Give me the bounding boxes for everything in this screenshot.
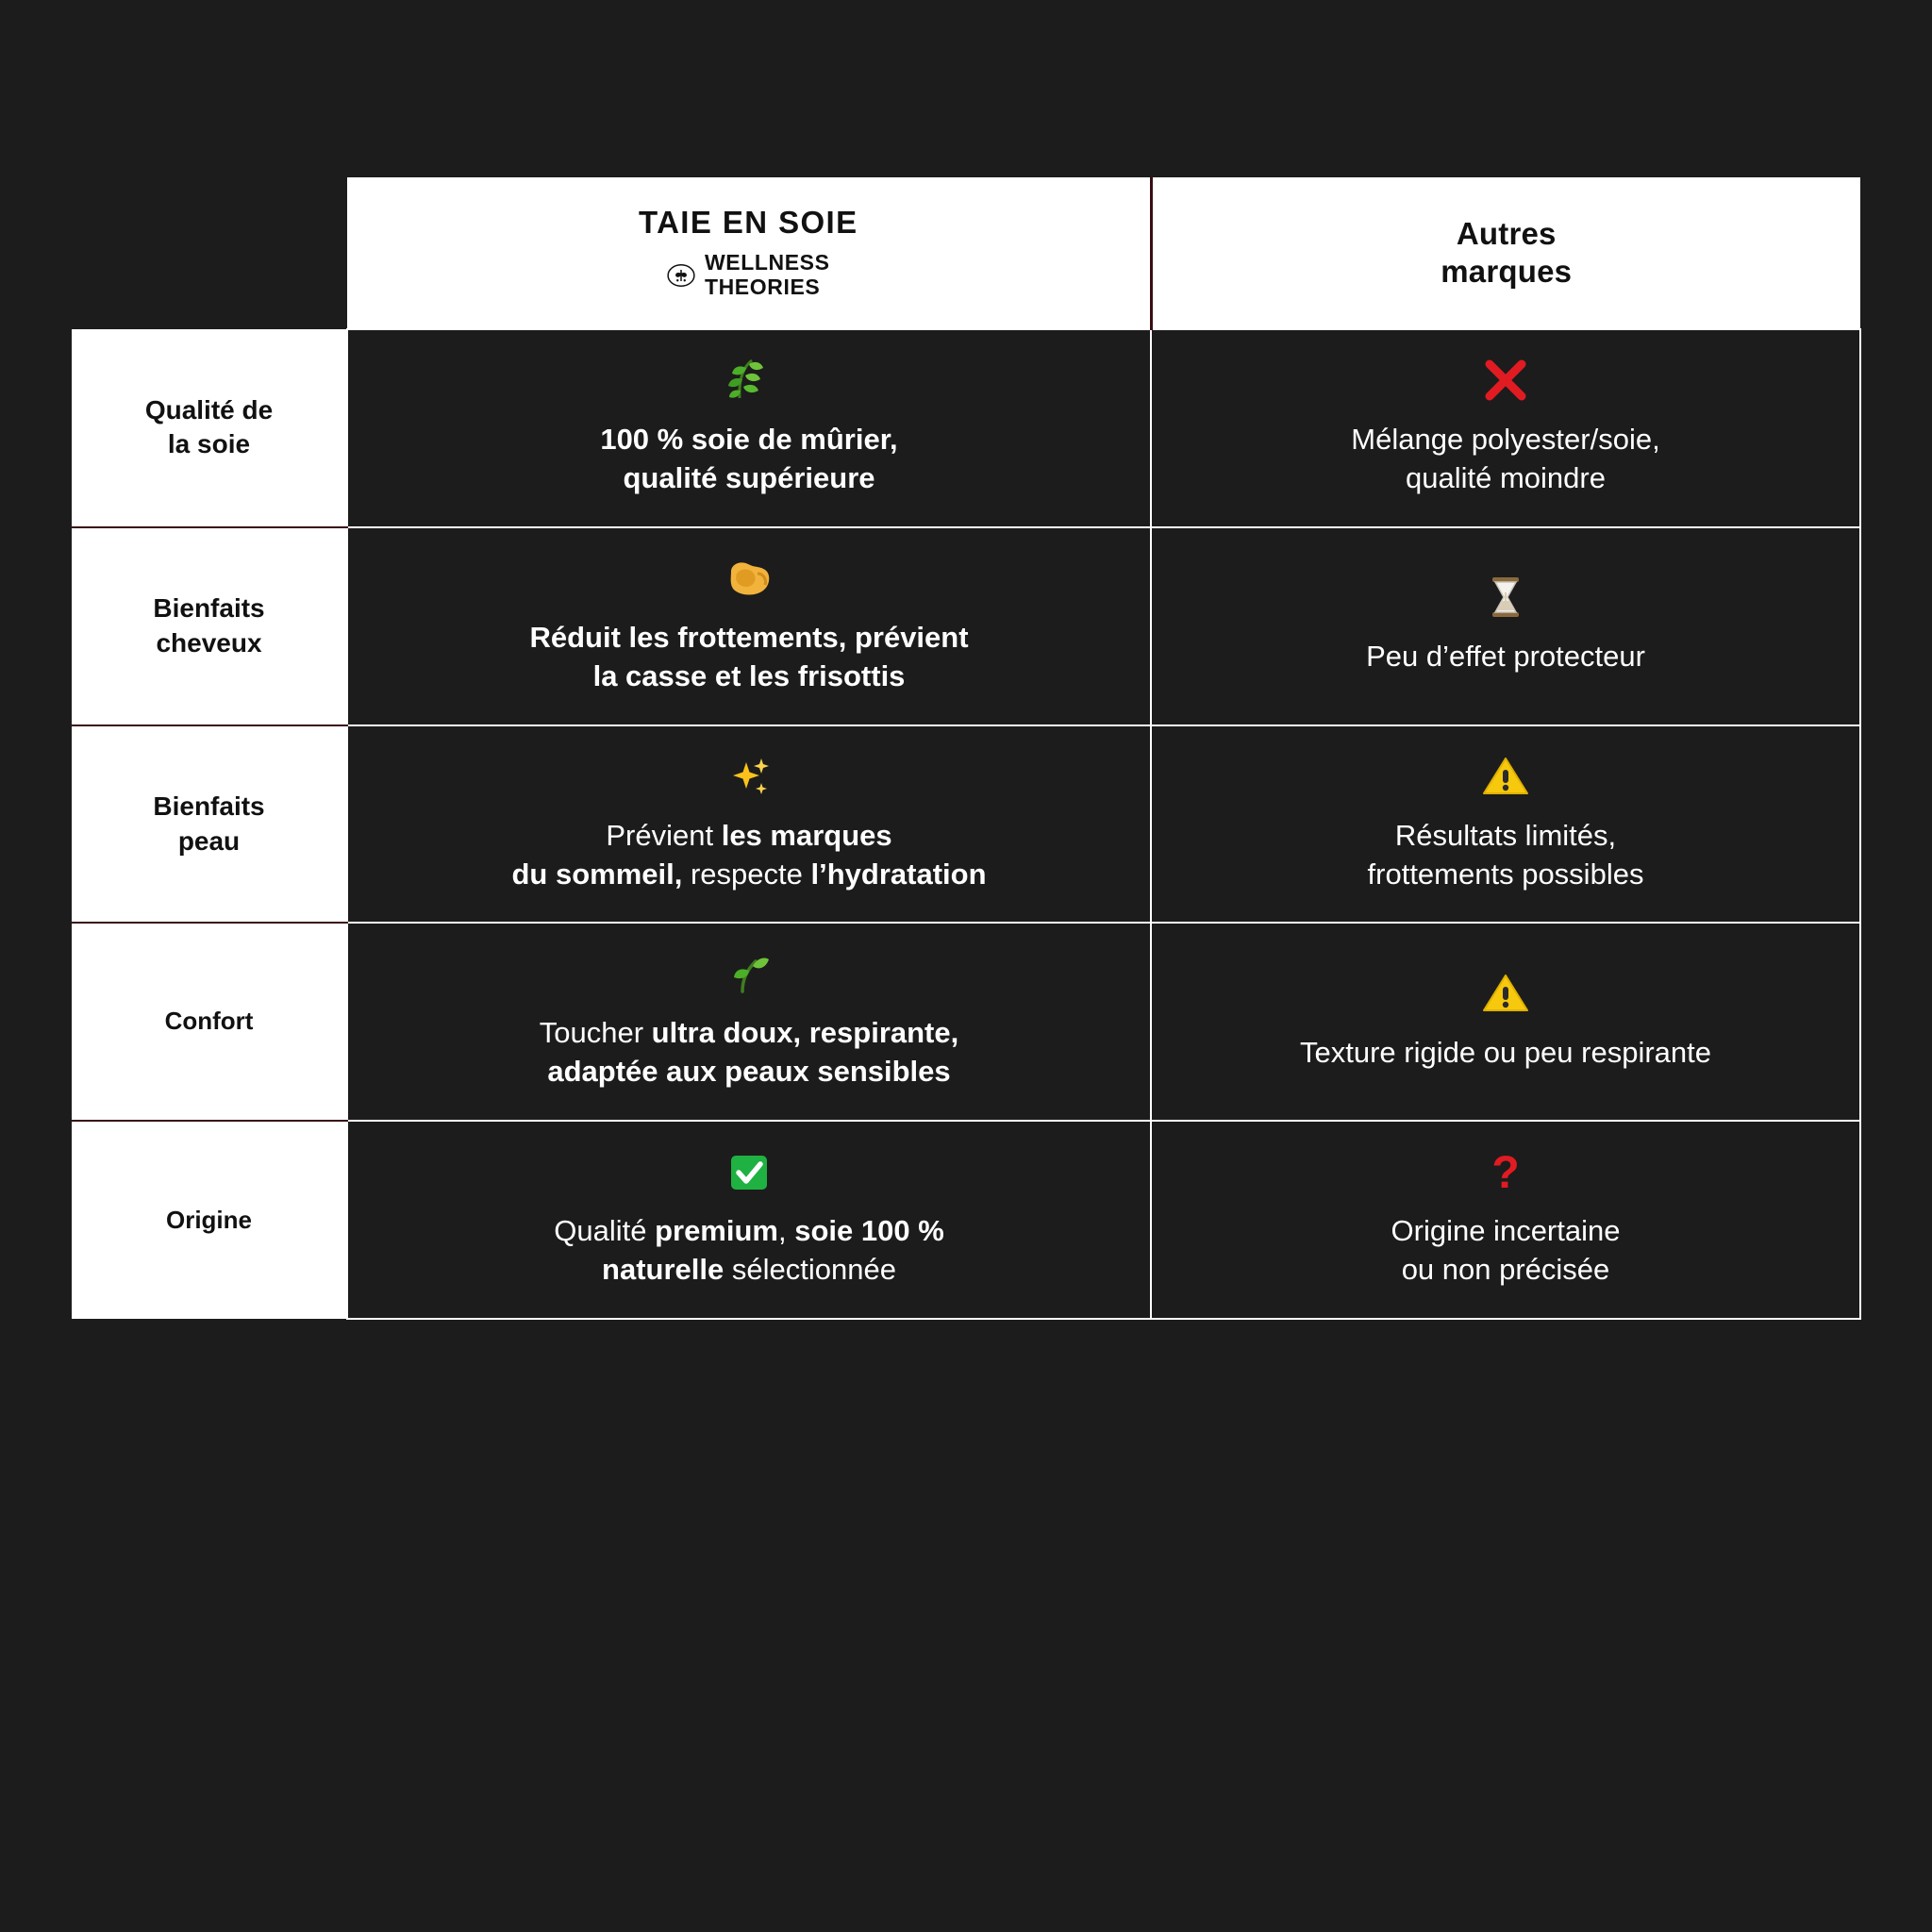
brand-text-line2-bold-a: du sommeil, — [511, 857, 683, 891]
row-label-bienfaits-peau — [72, 725, 347, 924]
table-row — [72, 1121, 1860, 1319]
other-cell-bienfaits-peau — [1151, 725, 1860, 924]
other-text-confort — [1184, 1034, 1827, 1073]
row-label-origine — [72, 1121, 347, 1319]
brand-text-line1-plain2: , — [777, 1214, 795, 1248]
brand-title: TAIE EN SOIE — [638, 205, 858, 241]
herb-leaves-icon — [724, 355, 774, 406]
svg-text:?: ? — [1491, 1148, 1520, 1198]
brand-logo-line1: WELLNESS — [704, 250, 830, 275]
header-empty-cell — [72, 177, 347, 329]
brand-text-line2-bold: adaptée aux peaux sensibles — [547, 1055, 951, 1089]
other-brands-title — [1172, 215, 1842, 291]
other-text-qualite-soie — [1184, 421, 1827, 498]
green-check-box-icon — [724, 1146, 774, 1197]
brand-text-line2-plain: sélectionnée — [724, 1253, 896, 1287]
brand-text-line1-plain: Qualité — [554, 1214, 656, 1248]
other-text-bienfaits-cheveux — [1184, 638, 1827, 676]
other-text-bienfaits-peau — [1184, 817, 1827, 894]
brand-logo-line2: THEORIES — [704, 275, 821, 300]
sparkles-icon — [724, 751, 774, 802]
brand-cell-bienfaits-cheveux — [347, 527, 1151, 725]
seedling-icon — [724, 948, 774, 999]
row-label-bienfaits-cheveux — [72, 527, 347, 725]
brand-text-line2-plain: respecte — [682, 857, 811, 891]
brand-text-line2: la casse et les frisottis — [592, 658, 906, 692]
table-row — [72, 725, 1860, 924]
red-cross-mark-icon — [1480, 355, 1531, 406]
row-label-line1: Origine — [165, 1205, 252, 1234]
brand-text-origine — [380, 1212, 1118, 1290]
other-text-origine — [1184, 1212, 1827, 1290]
table-body — [72, 329, 1860, 1319]
table-header — [72, 177, 1860, 329]
hourglass-icon — [1480, 572, 1531, 623]
brand-text-line2: qualité supérieure — [623, 460, 875, 494]
red-question-mark-icon — [1480, 1146, 1531, 1197]
table-row — [72, 329, 1860, 527]
other-cell-qualite-soie — [1151, 329, 1860, 527]
header-other-cell — [1151, 177, 1860, 329]
brand-text-line1-bold: les marques — [721, 818, 892, 852]
other-text-line1: Texture rigide ou peu respirante — [1300, 1035, 1711, 1069]
comparison-table-wrapper — [72, 177, 1860, 1320]
other-text-line1: Résultats limités, — [1394, 818, 1617, 852]
table-row — [72, 923, 1860, 1121]
brand-text-bienfaits-peau — [380, 817, 1118, 894]
other-text-line2: qualité moindre — [1406, 460, 1606, 494]
brand-text-bienfaits-cheveux — [380, 619, 1118, 696]
row-label-confort — [72, 923, 347, 1121]
row-label-line2: cheveux — [156, 627, 262, 658]
row-label-line1: Bienfaits — [153, 791, 265, 822]
other-text-line1: Mélange polyester/soie, — [1351, 423, 1660, 456]
other-cell-bienfaits-cheveux — [1151, 527, 1860, 725]
brand-text-line1: Réduit les frottements, prévient — [529, 620, 969, 654]
other-text-line1: Origine incertaine — [1391, 1214, 1621, 1248]
row-label-line1: Bienfaits — [153, 593, 265, 624]
row-label-line1: Confort — [164, 1007, 254, 1036]
other-title-line1: Autres — [1456, 215, 1557, 251]
flexed-biceps-icon — [724, 553, 774, 604]
warning-triangle-icon — [1480, 968, 1531, 1019]
row-label-line2: la soie — [167, 429, 251, 459]
brand-text-qualite-soie — [380, 421, 1118, 498]
brand-text-line1-plain: Toucher — [539, 1016, 652, 1050]
brand-text-line1-bold: ultra doux, respirante, — [651, 1016, 959, 1050]
brand-cell-bienfaits-peau — [347, 725, 1151, 924]
warning-triangle-icon — [1480, 751, 1531, 802]
other-title-line2: marques — [1441, 254, 1573, 289]
brand-text-line2-bold-b: l’hydratation — [810, 857, 987, 891]
brand-logo-row — [366, 251, 1131, 300]
other-text-line1: Peu d’effet protecteur — [1366, 640, 1645, 674]
table-row — [72, 527, 1860, 725]
brand-cell-confort — [347, 923, 1151, 1121]
brand-logo-text — [705, 251, 830, 300]
brand-text-line1-plain: Prévient — [606, 818, 722, 852]
other-cell-origine — [1151, 1121, 1860, 1319]
brand-cell-origine — [347, 1121, 1151, 1319]
row-label-line2: peau — [177, 825, 241, 856]
brand-text-line1: 100 % soie de mûrier, — [600, 423, 898, 456]
brand-text-line1-bold: premium — [655, 1214, 778, 1248]
brand-text-line2-bold: naturelle — [602, 1253, 724, 1287]
comparison-table — [72, 177, 1861, 1320]
leaf-badge-icon — [667, 261, 695, 290]
row-label-line1: Qualité de — [144, 395, 274, 425]
brand-text-line1-bold2: soie 100 % — [794, 1214, 944, 1248]
other-text-line2: frottements possibles — [1367, 857, 1644, 891]
brand-text-confort — [380, 1014, 1118, 1091]
row-label-qualite-soie — [72, 329, 347, 527]
brand-cell-qualite-soie — [347, 329, 1151, 527]
header-row — [72, 177, 1860, 329]
other-text-line2: ou non précisée — [1401, 1253, 1610, 1287]
other-cell-confort — [1151, 923, 1860, 1121]
header-brand-cell — [347, 177, 1151, 329]
